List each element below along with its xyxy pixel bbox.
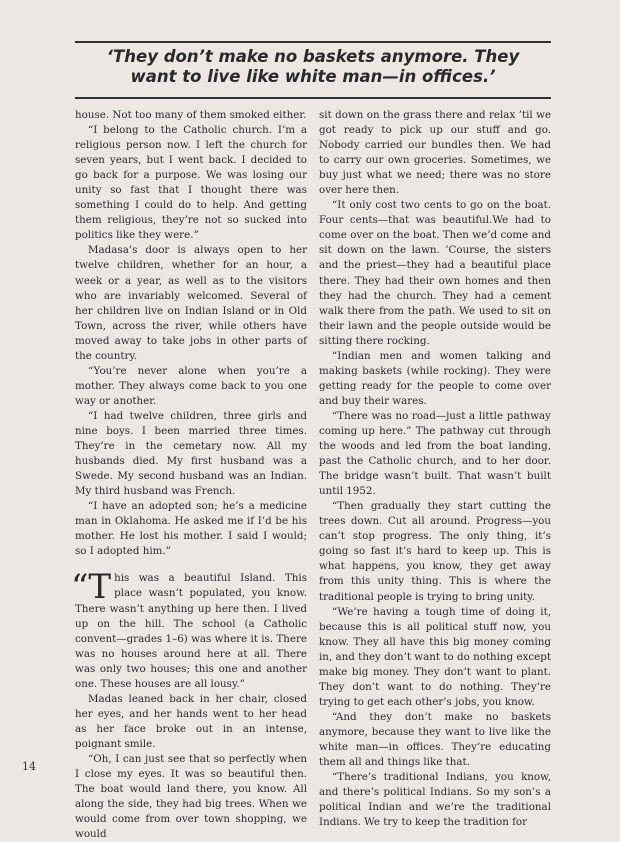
paragraph: “Oh, I can just see that so perfectly when I close my eyes. It was so beautiful then. The boat would land there, you know. All along the side, they had big trees. When we would come from over town shopping, we would <box>75 752 307 841</box>
dropcap-paragraph <box>71 567 307 691</box>
paragraph: house. Not too many of them smoked either. <box>75 109 307 121</box>
right-column <box>319 108 551 830</box>
paragraph: Madas leaned back in her chair, closed her eyes, and her hands went to her head as her face broke out in an intense, poignant smile. <box>75 692 307 750</box>
paragraph: “I have an adopted son; he’s a medicine man in Oklahoma. He asked me if I’d be his mother. He lost his mother. I said I would; so I adopted him.” <box>75 500 307 558</box>
pull-quote-line-2: want to live like white man—in offices.’ <box>130 67 496 86</box>
top-rule <box>75 41 551 43</box>
paragraph: “And they don’t make no baskets anymore, because they want to live like the white man—in offices. They’re educating them all and things like that. <box>319 710 551 769</box>
paragraph: “There’s traditional Indians, you know, and there’s political Indians. So my son’s a political Indian and we’re the traditional Indians. We try to keep the tradition for <box>319 771 551 829</box>
paragraph: “We’re having a tough time of doing it, because this is all political stuff now, you know. They all have this big money coming in, and they don’t want to do nothing except make big money. They don’t want to plant. They don’t want to do nothing. They’re trying to get each other’s jobs, you know. <box>319 605 551 708</box>
page-number: 14 <box>22 760 36 773</box>
paragraph: “I had twelve children, three girls and nine boys. I been married three times. They’re in the cemetary now. All my husbands died. My first husband was a Swede. My second husband was an Indian. My third husband was French. <box>75 409 307 498</box>
bottom-rule <box>75 97 551 99</box>
left-column <box>71 108 307 842</box>
paragraph: “You’re never alone when you’re a mother. They always come back to you one way or another. <box>75 364 307 407</box>
paragraph: “I belong to the Catholic church. I’m a religious person now. I left the church for seven years, but I went back. I decided to go back for a purpose. We was losing our unity so fast that I thought there was something I could do to help. And getting them religious, they’re not so sucked into politics like they were.” <box>75 124 307 242</box>
paragraph: sit down on the grass there and relax ’til we got ready to pick up our stuff and go. Nobody carried our bundles then. We had to carry our own groceries. Sometimes, we buy just what we need; there was no store over here then. <box>319 109 551 197</box>
dropcap-paragraph-text: his was a beautiful Island. This place wasn’t populated, you know. There wasn’t anything up here then. I lived up on the hill. The school (a Catholic convent—grades 1–6) was where it is. There was no houses around here at all. There was only two houses; this one and another one. These houses are all lousy.” <box>75 572 307 690</box>
pull-quote-line-1: ‘They don’t make no baskets anymore. They <box>106 47 520 66</box>
pull-quote <box>75 47 551 87</box>
paragraph: “It only cost two cents to go on the boat. Four cents—that was beautiful.We had to come over on the boat. Then we’d come and sit down on the lawn. ’Course, the sisters and the priest—they had a beautiful place there. They had their own homes and then they had the church. They had a cement walk there from the path. We used to sit on their lawn and the people outside would be sitting there rocking. <box>319 199 551 347</box>
paragraph: “Indian men and women talking and making baskets (while rocking). They were getting ready for the people to come over and buy their wares. <box>319 349 551 407</box>
paragraph: “Then gradually they start cutting the trees down. Cut all around. Progress—you can’t stop progress. The only thing, it’s going so fast it’s hard to keep up. This is what happens, you know, they get away from this unity thing. This is where the traditional people is trying to bring unity. <box>319 500 551 603</box>
paragraph: “There was no road—just a little pathway coming up here.” The pathway cut through the woods and led from the boat landing, past the Catholic church, and to her door. The bridge wasn’t built. That wasn’t built until 1952. <box>319 409 551 498</box>
paragraph: Madasa’s door is always open to her twelve children, whether for an hour, a week or a year, as well as to the visitors who are invariably welcomed. Several of her children live on Indian Island or in Old Town, across the river, while others have moved away to take jobs in other parts of the country. <box>75 244 307 362</box>
drop-cap: “T <box>71 567 112 608</box>
